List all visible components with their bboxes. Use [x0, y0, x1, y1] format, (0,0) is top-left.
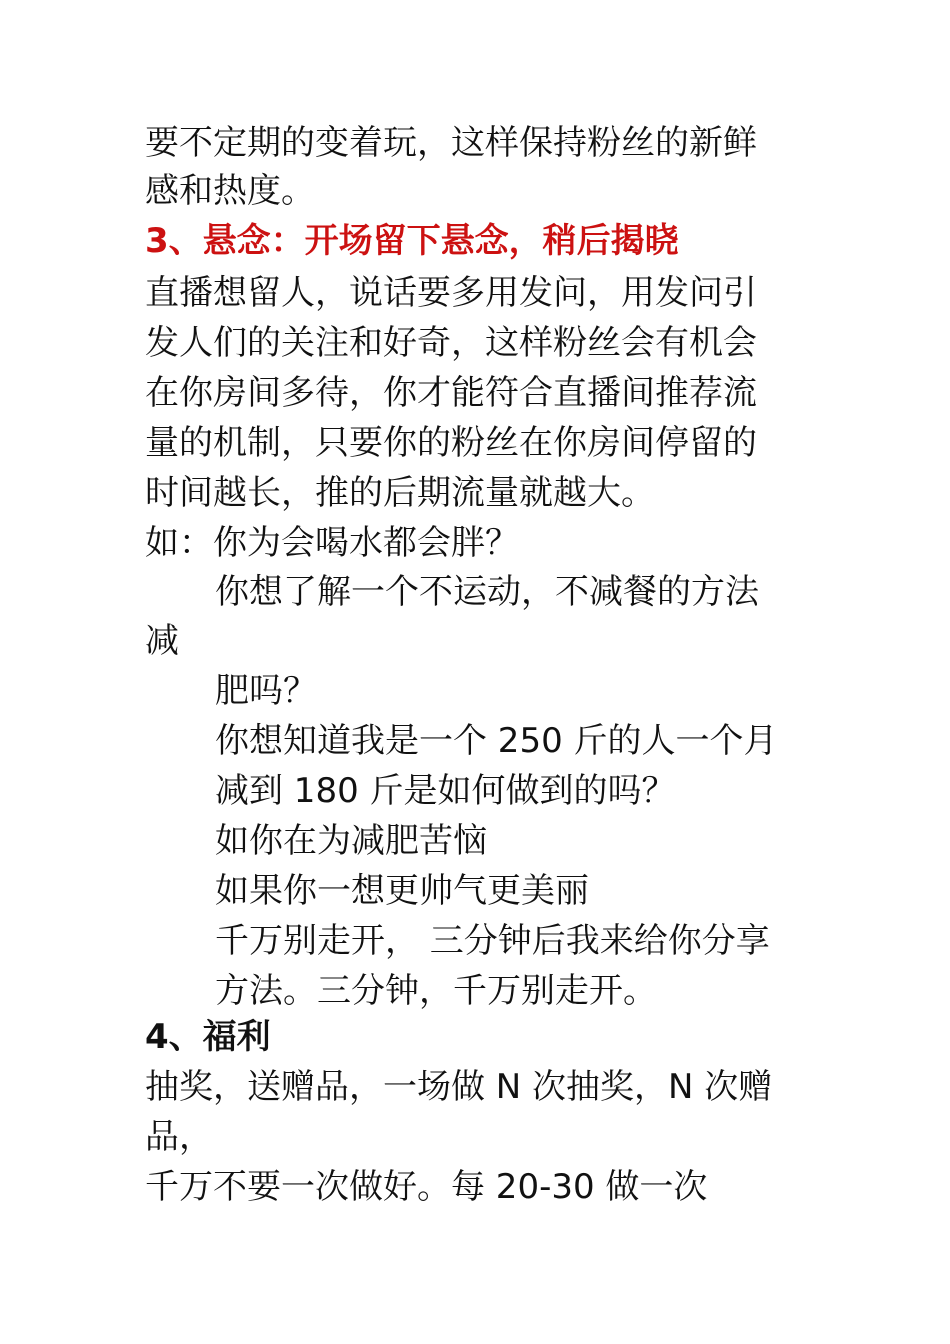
paragraph-line: 量的机制，只要你的粉丝在你房间停留的	[145, 423, 757, 463]
paragraph-line: 时间越长，推的后期流量就越大。	[145, 473, 655, 513]
example-line: 千万别走开， 三分钟后我来给你分享	[215, 921, 770, 961]
example-line: 如你在为减肥苦恼	[215, 821, 487, 861]
example-line: 如果你一想更帅气更美丽	[215, 871, 589, 911]
example-intro-line: 如：你为会喝水都会胖？	[145, 523, 519, 563]
paragraph-line: 发人们的关注和好奇，这样粉丝会有机会	[145, 323, 757, 363]
paragraph-line: 要不定期的变着玩，这样保持粉丝的新鲜	[145, 123, 757, 163]
example-line-wrap: 减	[145, 621, 179, 661]
paragraph-line: 感和热度。	[145, 171, 315, 211]
paragraph-line: 品，	[145, 1117, 213, 1157]
paragraph-line: 在你房间多待，你才能符合直播间推荐流	[145, 373, 757, 413]
paragraph-line: 直播想留人，说话要多用发问，用发问引	[145, 273, 757, 313]
example-line: 方法。三分钟，千万别走开。	[215, 971, 657, 1011]
section-heading-suspense: 3、悬念：开场留下悬念，稍后揭晓	[145, 221, 679, 261]
example-line: 减到 180 斤是如何做到的吗？	[215, 771, 676, 811]
paragraph-line: 抽奖，送赠品，一场做 N 次抽奖，N 次赠	[145, 1067, 773, 1107]
example-line: 你想了解一个不运动，不减餐的方法	[215, 572, 759, 612]
example-line: 肥吗？	[215, 671, 317, 711]
paragraph-line: 千万不要一次做好。每 20-30 做一次	[145, 1167, 708, 1207]
section-heading-benefits: 4、福利	[145, 1017, 271, 1057]
example-line: 你想知道我是一个 250 斤的人一个月	[215, 721, 778, 761]
